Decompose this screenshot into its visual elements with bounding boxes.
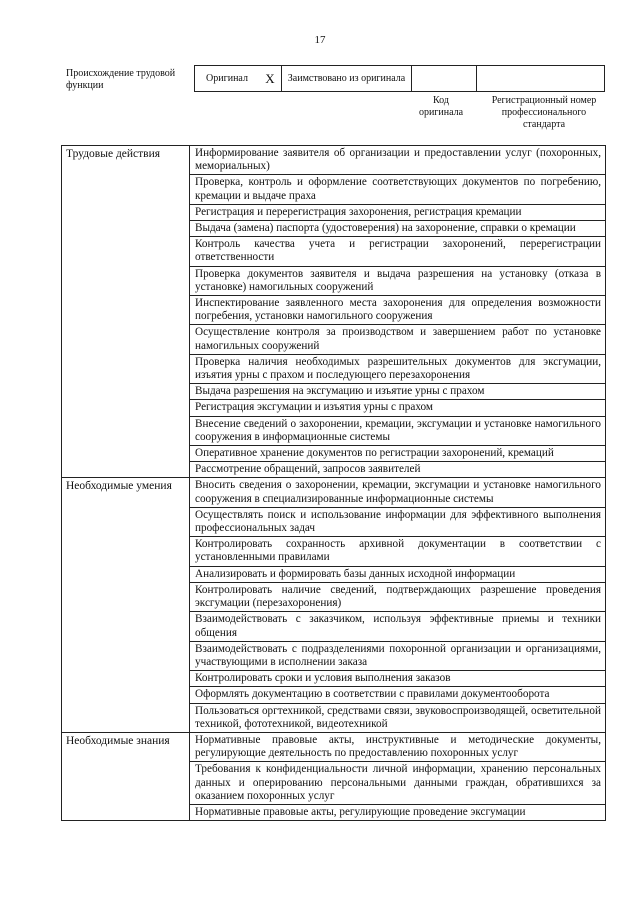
- section-item: Выдача разрешения на эксгумацию и изъятие урны с прахом: [190, 384, 606, 400]
- section-item: Контроль качества учета и регистрации захоронений, перерегистрации ответственности: [190, 237, 606, 266]
- section-item: Контролировать сохранность архивной документации в соответствии с установленными правилами: [190, 537, 606, 566]
- section-item: Анализировать и формировать базы данных исходной информации: [190, 566, 606, 582]
- section-item: Оформлять документацию в соответствии с правилами документооборота: [190, 687, 606, 703]
- code-cell: [412, 66, 477, 92]
- section-item: Внесение сведений о захоронении, кремации, эксгумации и установке намогильного сооружения в информационные системы: [190, 416, 606, 445]
- original-label: Оригинал: [195, 66, 260, 92]
- section-item: Пользоваться оргтехникой, средствами связи, звуковоспроизводящей, осветительной техникой, фототехникой, видеотехникой: [190, 703, 606, 732]
- functions-table: [61, 145, 606, 821]
- reg-number-cell: [477, 66, 605, 92]
- table-row: [62, 478, 606, 507]
- origin-label: Происхождение трудовой функции: [66, 68, 176, 91]
- section-item: Выдача (замена) паспорта (удостоверения) на захоронение, справки о кремации: [190, 221, 606, 237]
- section-item: Проверка документов заявителя и выдача разрешения на установку (отказа в установке) намогильных сооружений: [190, 266, 606, 295]
- section-item: Регистрация эксгумации и изъятия урны с прахом: [190, 400, 606, 416]
- section-title: Необходимые знания: [62, 732, 190, 820]
- section-item: Рассмотрение обращений, запросов заявителей: [190, 462, 606, 478]
- section-item: Вносить сведения о захоронении, кремации, эксгумации и установке намогильного сооружения в специализированные информационные системы: [190, 478, 606, 507]
- section-item: Проверка наличия необходимых разрешительных документов для эксгумации, изъятия урны с прахом и последующего перезахоронения: [190, 354, 606, 383]
- table-row: [62, 732, 606, 761]
- section-item: Инспектирование заявленного места захоронения для определения возможности погребения, установки намогильного сооружения: [190, 296, 606, 325]
- reg-caption: Регистрационный номер профессионального стандарта: [491, 95, 597, 130]
- borrowed-label: Заимствовано из оригинала: [282, 66, 412, 92]
- section-item: Осуществление контроля за производством и завершением работ по установке намогильных сооружений: [190, 325, 606, 354]
- section-item: Нормативные правовые акты, инструктивные и методические документы, регулирующие деятельность по предоставлению похоронных услуг: [190, 732, 606, 761]
- section-item: Регистрация и перерегистрация захоронения, регистрация кремации: [190, 204, 606, 220]
- section-title: Трудовые действия: [62, 146, 190, 478]
- section-item: Информирование заявителя об организации и предоставлении услуг (похоронных, мемориальных): [190, 146, 606, 175]
- section-item: Контролировать наличие сведений, подтверждающих разрешение проведения эксгумации (перезахоронения): [190, 582, 606, 611]
- functions-table-body: [62, 146, 606, 821]
- section-item: Оперативное хранение документов по регистрации захоронений, кремаций: [190, 446, 606, 462]
- section-item: Проверка, контроль и оформление соответствующих документов по погребению, кремации и выдаче праха: [190, 175, 606, 204]
- table-row: [62, 146, 606, 175]
- section-title: Необходимые умения: [62, 478, 190, 732]
- page-number: 17: [314, 34, 326, 46]
- section-item: Взаимодействовать с подразделениями похоронной организации и организациями, участвующими в исполнении заказа: [190, 641, 606, 670]
- section-item: Нормативные правовые акты, регулирующие проведение эксгумации: [190, 804, 606, 820]
- original-mark: X: [259, 66, 282, 92]
- code-caption: Код оригинала: [418, 95, 464, 118]
- section-item: Контролировать сроки и условия выполнения заказов: [190, 671, 606, 687]
- origin-table: [194, 65, 605, 92]
- section-item: Требования к конфиденциальности личной информации, хранению персональных данных и оперированию персональными данными граждан, обратившихся за оказанием похоронных услуг: [190, 762, 606, 805]
- section-item: Осуществлять поиск и использование информации для эффективного выполнения профессиональных задач: [190, 507, 606, 536]
- section-item: Взаимодействовать с заказчиком, используя эффективные приемы и техники общения: [190, 612, 606, 641]
